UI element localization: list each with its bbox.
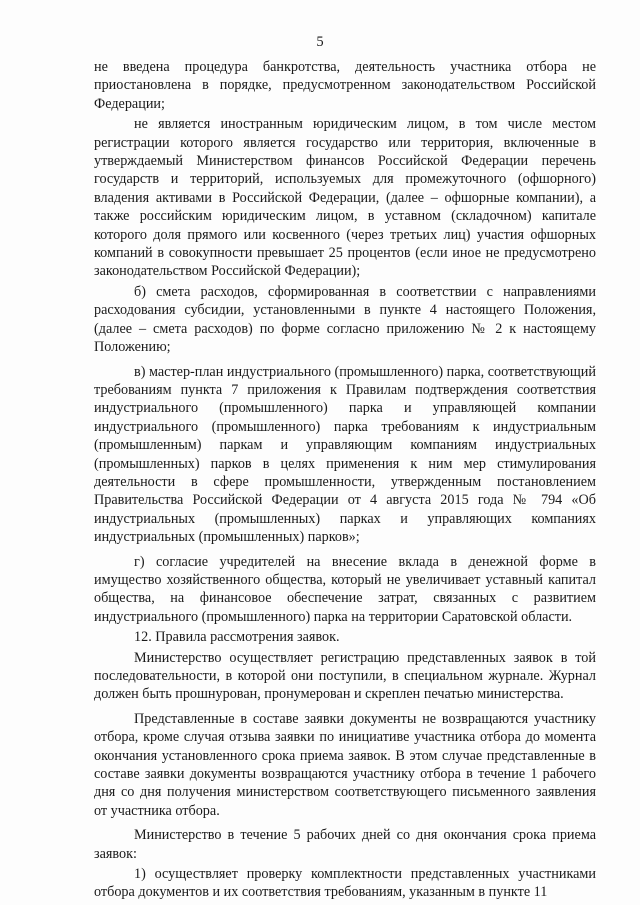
paragraph-offshore: не является иностранным юридическим лицом, в том числе местом регистрации которого является государство или территория, включенные в утверждаемый Министерством финансов Российской Федерации перечень государств и территорий, используемых для промежуточного (офшорного) владения активами в Российской Федерации, (далее – офшорные компании), а также российским юридическим лицом, в уставном (складочном) капитале которого доля прямого или косвенного (через третьих лиц) участия офшорных компаний в совокупности превышает 25 процентов (если иное не предусмотрено законодательством Российской Федерации); xyxy=(94,116,596,280)
paragraph-ministry-deadline: Министерство в течение 5 рабочих дней со дня окончания срока приема заявок: xyxy=(94,827,596,862)
paragraph-documents-return: Представленные в составе заявки документы не возвращаются участнику отбора, кроме случая отзыва заявки по инициативе участника отбора до момента окончания установленного срока приема заявок. В этом случае представленные в составе заявки документы возвращаются участнику отбора в течение 1 рабочего дня со дня получения министерством соответствующего письменного заявления от участника отбора. xyxy=(94,710,596,819)
page-number: 5 xyxy=(316,34,324,50)
paragraph-registration: Министерство осуществляет регистрацию представленных заявок в той последовательности, в которой они поступили, в специальном журнале. Журнал должен быть прошнурован, пронумерован и скреплен печатью министерства. xyxy=(94,649,596,703)
document-body xyxy=(94,58,596,902)
paragraph-bankruptcy: не введена процедура банкротства, деятельность участника отбора не приостановлена в порядке, предусмотренном законодательством Российской Федерации; xyxy=(94,59,596,112)
paragraph-founders-consent: г) согласие учредителей на внесение вклада в денежной форме в имущество хозяйственного общества, который не увеличивает уставный капитал общества, на финансовое обеспечение затрат, связанных с развитием индустриального (промышленного) парка на территории Саратовской области. xyxy=(94,553,596,625)
paragraph-master-plan: в) мастер-план индустриального (промышленного) парка, соответствующий требованиям пункта 7 приложения к Правилам подтверждения соответствия индустриального (промышленного) парка и управляющей компании индустриального (промышленного) парка требованиям к индустриальным (промышленным) паркам и управляющим компаниям индустриальных (промышленных) парков в целях применения к ним мер стимулирования деятельности в сфере промышленности, утвержденным постановлением Правительства Российской Федерации от 4 августа 2015 года № 794 «Об индустриальных (промышленных) парках и управляющих компаниях индустриальных (промышленных) парков»; xyxy=(94,363,596,546)
section-heading-review-rules: 12. Правила рассмотрения заявок. xyxy=(134,629,340,646)
paragraph-completeness-check: 1) осуществляет проверку комплектности представленных участниками отбора документов и их соответствия требованиям, указанным в пункте 11 xyxy=(94,866,596,901)
paragraph-cost-estimate: б) смета расходов, сформированная в соответствии с направлениями расходования субсидии, установленными в пункте 4 настоящего Положения, (далее – смета расходов) по форме согласно приложению № 2 к настоящему Положению; xyxy=(94,283,596,356)
